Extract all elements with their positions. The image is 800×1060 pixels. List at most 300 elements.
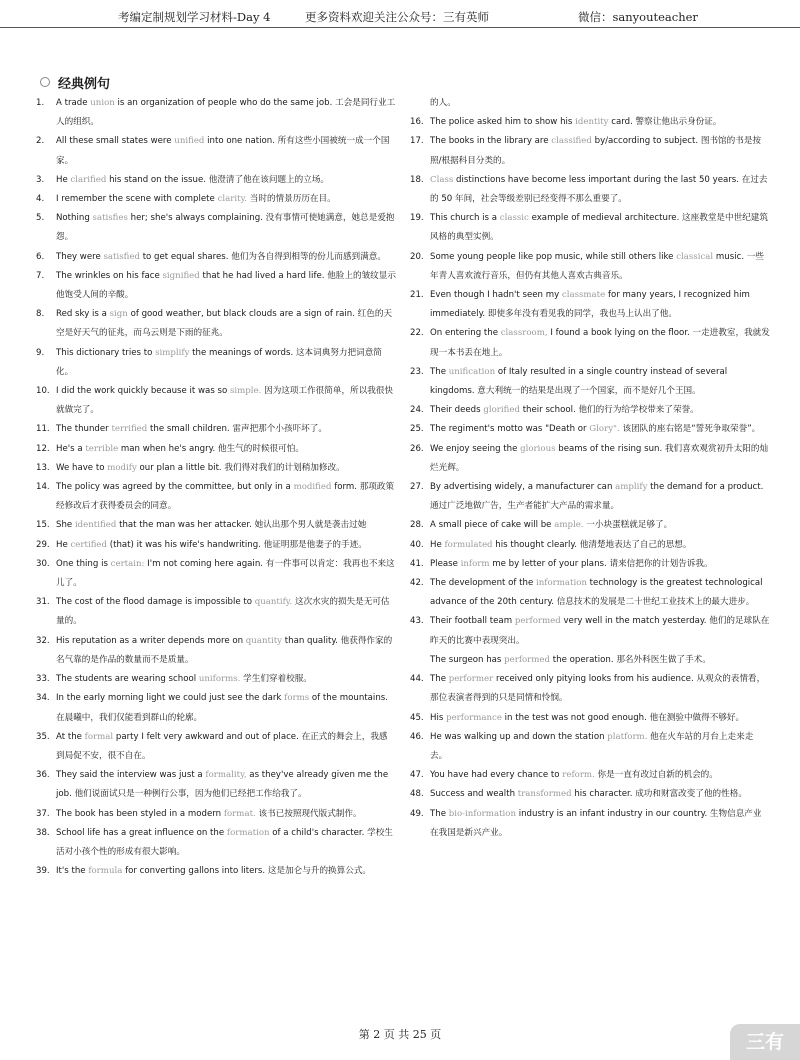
example-number: 49.: [410, 808, 424, 819]
example-number: 6.: [36, 251, 45, 262]
example-keyword: quantity: [245, 635, 283, 646]
example-sentence: [36, 632, 396, 670]
example-text: [430, 286, 770, 324]
example-pre: The: [430, 808, 446, 819]
example-post: of good weather, but black clouds are a sign of rain. 红色的天空是好天气的征兆，而乌云则是下雨的征兆。: [56, 309, 393, 339]
example-sentence: [36, 440, 396, 459]
example-text: [430, 728, 770, 766]
example-sentence: [36, 132, 396, 170]
example-text: [56, 824, 396, 862]
example-text: [56, 209, 396, 247]
example-sentence: [36, 555, 396, 593]
example-keyword: uniforms.: [198, 674, 241, 685]
example-number: 26.: [410, 443, 424, 454]
example-text: [430, 555, 770, 574]
example-sentence: [36, 209, 396, 247]
example-post: I found a book lying on the floor. 一走进教室，我就发现一本书丢在地上。: [430, 328, 770, 358]
example-text: [430, 420, 770, 439]
example-number: 16.: [410, 117, 424, 128]
example-extra-keyword: performed: [504, 654, 551, 665]
example-keyword: certain:: [110, 558, 145, 569]
example-text: [56, 190, 396, 209]
example-text: [56, 555, 396, 593]
example-number: 12.: [36, 443, 50, 454]
example-keyword: classmate: [561, 290, 606, 301]
example-text: [56, 632, 396, 670]
example-text: [430, 536, 770, 555]
example-number: 28.: [410, 520, 424, 531]
example-pre: Their deeds: [430, 405, 481, 416]
example-sentence: [36, 344, 396, 382]
example-pre: We have to: [56, 462, 105, 473]
example-keyword: inform: [460, 558, 490, 569]
example-text: [56, 267, 396, 305]
example-text: [430, 574, 770, 612]
example-sentence: [36, 593, 396, 631]
example-post: 该书已按照现代版式制作。: [258, 808, 362, 819]
example-keyword: information: [536, 578, 587, 589]
example-text: [430, 248, 770, 286]
example-keyword: clarified: [70, 174, 107, 185]
example-post: industry is an infant industry in our country. 生物信息产业在我国是新兴产业。: [430, 808, 762, 838]
example-sentence: [410, 209, 770, 247]
example-pre: The policy was agreed by the committee, but only in a: [56, 482, 291, 493]
example-pre: It's the: [56, 866, 86, 877]
example-pre: By advertising widely, a manufacturer can: [430, 482, 613, 493]
example-sentence: [36, 689, 396, 727]
example-post: the small children. 雷声把那个小孩吓坏了。: [150, 424, 327, 435]
example-post: technology is the greatest technological advance of the 20th century. 信息技术的发展是二十世纪工业技术上的最大进步。: [430, 578, 763, 608]
example-sentence: [36, 670, 396, 689]
example-keyword: formal: [84, 731, 114, 742]
example-post: me by letter of your plans. 请来信把你的计划告诉我。: [492, 558, 713, 569]
example-pre: The police asked him to show his: [430, 117, 573, 128]
example-number: 8.: [36, 309, 45, 320]
example-pre: All these small states were: [56, 136, 172, 147]
example-pre: He: [56, 539, 68, 550]
example-text: [56, 766, 396, 804]
example-sentence: [36, 478, 396, 516]
example-pre: The thunder: [56, 424, 109, 435]
example-text: [430, 709, 770, 728]
example-text: [56, 689, 396, 727]
example-keyword: clarity.: [217, 194, 248, 205]
example-text: [56, 382, 396, 420]
example-number: 41.: [410, 558, 424, 569]
example-number: 14.: [36, 482, 50, 493]
example-number: 18.: [410, 174, 424, 185]
example-sentence: [36, 516, 396, 535]
example-number: 24.: [410, 405, 424, 416]
example-keyword: satisfied: [103, 251, 140, 262]
example-text: [56, 536, 396, 555]
example-post: is an organization of people who do the same job. 工会是同行业工人的组织。: [56, 98, 396, 128]
example-pre: We enjoy seeing the: [430, 443, 518, 454]
example-text: [430, 440, 770, 478]
example-pre: He: [56, 174, 68, 185]
example-number: 5.: [36, 213, 45, 224]
example-pre: The wrinkles on his face: [56, 270, 160, 281]
example-pre: I did the work quickly because it was so: [56, 386, 228, 397]
example-post: in the test was not good enough. 他在测验中做得不够好。: [504, 712, 745, 723]
example-sentence: [36, 805, 396, 824]
example-keyword: ample.: [554, 520, 584, 531]
example-sentence: [36, 862, 396, 881]
example-post: the demand for a product. 通过广泛地做广告，生产者能扩大产品的需求量。: [430, 482, 764, 512]
example-pre: He was walking up and down the station: [430, 731, 605, 742]
example-number: 22.: [410, 328, 424, 339]
example-keyword: amplify: [615, 482, 648, 493]
example-post: for many years, I recognized him immediately. 即使多年没有看见我的同学，我也马上认出了他。: [430, 290, 750, 320]
example-text: [430, 209, 770, 247]
example-pre: A trade: [56, 98, 88, 108]
example-sentence: [36, 766, 396, 804]
section-heading: [40, 73, 110, 92]
example-number: 44.: [410, 674, 424, 685]
example-number: 1.: [36, 98, 45, 108]
example-number: 9.: [36, 347, 45, 358]
example-pre: His: [430, 712, 444, 723]
example-pre: The: [430, 366, 446, 377]
example-sentence: [36, 420, 396, 439]
example-keyword: simplify: [155, 347, 190, 358]
example-pre: One thing is: [56, 558, 108, 569]
example-sentence: [36, 171, 396, 190]
header-wechat: 微信：sanyouteacher: [578, 10, 698, 24]
example-pre: Their football team: [430, 616, 513, 627]
example-number: 48.: [410, 789, 424, 800]
example-keyword: glorious: [520, 443, 556, 454]
example-post: of the mountains. 在晨曦中，我们仅能看到群山的轮廓。: [56, 693, 388, 723]
example-number: 19.: [410, 213, 424, 224]
example-number: 45.: [410, 712, 424, 723]
example-keyword: modified: [293, 482, 332, 493]
example-sentence: [36, 824, 396, 862]
example-keyword: certified: [70, 539, 108, 550]
example-keyword: formula: [88, 866, 123, 877]
example-sentence: [36, 382, 396, 420]
example-pre: She: [56, 520, 73, 531]
example-text: [430, 612, 770, 670]
example-keyword: satisfies: [92, 213, 128, 224]
page-header: [0, 0, 800, 30]
example-sentence: [410, 286, 770, 324]
example-text: [56, 420, 396, 439]
example-number: 15.: [36, 520, 50, 531]
example-keyword: identity: [575, 117, 609, 128]
example-pre: I remember the scene with complete: [56, 194, 215, 205]
example-number: 29.: [36, 539, 50, 550]
header-title: 考编定制规划学习材料-Day 4: [118, 10, 271, 24]
example-sentence: [410, 420, 770, 439]
example-text: [430, 363, 770, 401]
example-keyword: performer: [448, 674, 494, 685]
example-keyword: bio-information: [448, 808, 516, 819]
example-number: 35.: [36, 731, 50, 742]
example-text: [430, 670, 770, 708]
example-keyword: formality,: [205, 770, 247, 781]
header-rule: [0, 27, 800, 28]
example-sentence: [410, 709, 770, 728]
example-sentence: [410, 324, 770, 362]
example-pre: This church is a: [430, 213, 498, 224]
example-extra-pre: The surgeon has: [430, 654, 502, 665]
example-keyword: forms: [284, 693, 310, 704]
example-number: 47.: [410, 770, 424, 781]
example-number: 13.: [36, 462, 50, 473]
example-number: 31.: [36, 597, 50, 608]
example-sentence: [410, 113, 770, 132]
example-text: [56, 728, 396, 766]
example-number: 37.: [36, 808, 50, 819]
example-text: [56, 132, 396, 170]
example-keyword: performance: [446, 712, 502, 723]
example-pre: The book has been styled in a modern: [56, 808, 222, 819]
example-keyword: modify: [107, 462, 137, 473]
example-keyword: classified: [551, 136, 592, 147]
example-post: into one nation. 所有这些小国被统一成一个国家。: [56, 136, 390, 166]
example-text: [56, 344, 396, 382]
example-post: that he had lived a hard life. 他脸上的皱纹显示他饱受人间的辛酸。: [56, 270, 396, 301]
example-sentence: [36, 248, 396, 267]
example-text: [430, 132, 770, 170]
example-keyword: classroom,: [500, 328, 548, 339]
example-text: [430, 478, 770, 516]
example-sentence: [36, 267, 396, 305]
example-keyword: platform.: [607, 731, 648, 742]
example-sentence: [410, 612, 770, 670]
example-pre: At the: [56, 731, 82, 742]
example-keyword: formation: [226, 827, 270, 838]
example-keyword: Glory".: [589, 424, 620, 435]
example-keyword: glorified: [483, 405, 520, 416]
example-number: 43.: [410, 616, 424, 627]
example-sentence: [410, 401, 770, 420]
example-sentence: [410, 785, 770, 804]
example-keyword: sign: [109, 309, 128, 320]
example-number: 4.: [36, 194, 45, 205]
example-sentence: [410, 363, 770, 401]
example-pre: Red sky is a: [56, 309, 107, 320]
example-text: [56, 459, 396, 478]
example-post: form. 那项政策经修改后才获得委员会的同意。: [56, 482, 395, 512]
left-column: [36, 94, 396, 881]
example-sentence: [410, 516, 770, 535]
example-post: 该团队的座右铭是“誓死争取荣誉”。: [622, 424, 761, 435]
example-post: his character. 成功和财富改变了他的性格。: [574, 789, 747, 800]
example-pre: The development of the: [430, 578, 534, 589]
example-post: his stand on the issue. 他澄清了他在该问题上的立场。: [109, 174, 330, 185]
example-number: 20.: [410, 251, 424, 262]
example-number: 40.: [410, 539, 424, 550]
example-text: [430, 516, 770, 535]
example-post: 因为这项工作很简单，所以我很快就做完了。: [56, 386, 394, 416]
example-text: [56, 248, 396, 267]
example-number: 42.: [410, 578, 424, 589]
example-sentence: [36, 94, 396, 132]
example-sentence: [410, 132, 770, 170]
example-post: that the man was her attacker. 她认出那个男人就是袭击过她: [119, 520, 367, 531]
example-pre: The regiment's motto was "Death or: [430, 424, 587, 435]
example-number: 32.: [36, 635, 50, 646]
right-column: [410, 94, 770, 843]
example-number: 10.: [36, 386, 50, 397]
example-keyword: quantify.: [254, 597, 293, 608]
example-pre: Even though I hadn't seen my: [430, 290, 560, 301]
example-text: [56, 305, 396, 343]
example-keyword: performed: [514, 616, 561, 627]
continuation-line: 的人。: [430, 98, 456, 108]
example-pre: He's a: [56, 443, 83, 454]
page-footer: 第 2 页 共 25 页: [358, 1028, 442, 1041]
example-pre: A small piece of cake will be: [430, 520, 552, 531]
example-keyword: identified: [74, 520, 117, 531]
example-sentence: [36, 536, 396, 555]
watermark-logo: 三有: [730, 1024, 800, 1060]
example-post: their school. 他们的行为给学校带来了荣誉。: [522, 405, 699, 416]
example-text: [430, 785, 770, 804]
example-number: 36.: [36, 770, 50, 781]
example-number: 34.: [36, 693, 50, 704]
example-post: 你是一直有改过自新的机会的。: [597, 770, 718, 781]
example-keyword: unification: [448, 366, 496, 377]
example-post: 学生们穿着校服。: [243, 674, 312, 685]
example-pre: Nothing: [56, 213, 90, 224]
example-keyword: Class: [430, 174, 454, 185]
example-pre: The: [430, 674, 446, 685]
example-text: [430, 766, 770, 785]
example-text: [56, 670, 396, 689]
example-keyword: classic: [499, 213, 529, 224]
example-pre: Success and wealth: [430, 789, 516, 800]
example-post: received only pitying looks from his audience. 从观众的表情看，那位表演者得到的只是同情和怜悯。: [430, 674, 766, 704]
example-post: our plan a little bit. 我们得对我们的计划稍加修改。: [139, 462, 345, 473]
example-keyword: unified: [174, 136, 205, 147]
example-post: his thought clearly. 他清楚地表达了自己的思想。: [495, 539, 692, 550]
example-pre: Please: [430, 558, 458, 569]
example-number: 27.: [410, 482, 424, 493]
example-text: [56, 94, 396, 132]
example-sentence: [410, 728, 770, 766]
example-text: [430, 171, 770, 209]
example-text: [56, 593, 396, 631]
example-number: 23.: [410, 366, 424, 377]
example-keyword: union: [90, 98, 115, 108]
example-pre: You have had every chance to: [430, 770, 560, 781]
example-pre: School life has a great influence on the: [56, 827, 225, 838]
example-text: [430, 805, 770, 843]
example-text: [56, 171, 396, 190]
example-number: 2.: [36, 136, 45, 147]
example-post: for converting gallons into liters. 这是加仑与升的换算公式。: [125, 866, 372, 877]
example-sentence: [410, 766, 770, 785]
example-keyword: simple.: [230, 386, 262, 397]
example-sentence: [410, 440, 770, 478]
example-keyword: formulated: [444, 539, 493, 550]
section-title-text: 经典例句: [58, 77, 111, 92]
example-pre: The cost of the flood damage is impossible to: [56, 597, 252, 608]
example-post: than quality. 他获得作家的名气靠的是作品的数量而不是质量。: [56, 635, 393, 665]
example-sentence: [410, 574, 770, 612]
example-post: as they've already given me the job. 他们说面试只是一种例行公事，因为他们已经把工作给我了。: [56, 770, 389, 800]
example-text: [56, 516, 396, 535]
example-post: 他在火车站的月台上走来走去。: [430, 731, 754, 761]
example-post: card. 警察让他出示身份证。: [611, 117, 722, 128]
example-number: 30.: [36, 558, 50, 569]
example-sentence: [410, 478, 770, 516]
example-keyword: terrified: [111, 424, 148, 435]
example-sentence: [410, 171, 770, 209]
example-pre: On entering the: [430, 328, 498, 339]
example-number: 11.: [36, 424, 50, 435]
example-number: 38.: [36, 827, 50, 838]
example-post: beams of the rising sun. 我们喜欢观赏初升太阳的灿烂光辉。: [430, 443, 769, 473]
example-text: [430, 324, 770, 362]
example-post: music. 一些年青人喜欢流行音乐，但仍有其他人喜欢古典音乐。: [430, 251, 764, 281]
example-pre: In the early morning light we could just see the dark: [56, 693, 282, 704]
example-number: 21.: [410, 290, 424, 301]
example-text: [56, 862, 396, 881]
example-post: the meanings of words. 这本词典努力把词意简化。: [56, 347, 382, 377]
example-post: of Italy resulted in a single country instead of several kingdoms. 意大利统一的结果是出现了一个国家，而不是好几个王国。: [430, 366, 728, 397]
example-number: 3.: [36, 174, 45, 185]
example-pre: They were: [56, 251, 101, 262]
example-pre: This dictionary tries to: [56, 347, 153, 358]
example-keyword: classical: [676, 251, 714, 262]
example-text: [56, 805, 396, 824]
example-pre: The students are wearing school: [56, 674, 197, 685]
example-post: by/according to subject. 图书馆的书是按照/根据科目分类的。: [430, 136, 762, 166]
example-pre: The books in the library are: [430, 136, 549, 147]
example-post: example of medieval architecture. 这座教堂是中世纪建筑风格的典型实例。: [430, 213, 768, 243]
example-pre: Some young people like pop music, while still others like: [430, 251, 674, 262]
example-post: her; she's always complaining. 没有事情可使她满意，她总是爱抱怨。: [56, 213, 395, 243]
example-sentence: [410, 805, 770, 843]
example-sentence: [410, 536, 770, 555]
example-pre: He: [430, 539, 442, 550]
example-keyword: reform.: [562, 770, 595, 781]
example-number: 33.: [36, 674, 50, 685]
example-sentence: [36, 190, 396, 209]
example-keyword: signified: [162, 270, 200, 281]
example-post: party I felt very awkward and out of place. 在正式的舞会上，我感到局促不安，很不自在。: [56, 731, 388, 761]
example-pre: His reputation as a writer depends more on: [56, 635, 244, 646]
example-text: [430, 401, 770, 420]
example-pre: They said the interview was just a: [56, 770, 203, 781]
example-sentence: [36, 305, 396, 343]
example-extra-post: the operation. 那名外科医生做了手术。: [552, 654, 711, 665]
example-number: 39.: [36, 866, 50, 877]
example-post: 当时的情景历历在目。: [249, 194, 336, 205]
example-number: 7.: [36, 270, 45, 281]
example-sentence: [410, 555, 770, 574]
example-extra: [430, 651, 770, 670]
example-post: of a child's character. 学校生活对小孩个性的形成有很大影响。: [56, 827, 393, 857]
example-text: [56, 478, 396, 516]
example-post: distinctions have become less important during the last 50 years. 在过去的 50 年间，社会等级差别已经变得不那么重要了。: [430, 174, 768, 205]
example-number: 17.: [410, 136, 424, 147]
example-keyword: transformed: [517, 789, 572, 800]
example-text: [56, 440, 396, 459]
example-post: (that) it was his wife's handwriting. 他证明那是他妻子的手迹。: [109, 539, 367, 550]
header-promo: 更多资料欢迎关注公众号：三有英师: [305, 10, 489, 24]
example-post: 一小块蛋糕就足够了。: [586, 520, 673, 531]
example-sentence: [410, 248, 770, 286]
example-post: 这次水灾的损失是无可估量的。: [56, 597, 390, 627]
example-sentence: [36, 728, 396, 766]
example-post: very well in the match yesterday. 他们的足球队在昨天的比赛中表现突出。: [430, 616, 770, 646]
example-number: 46.: [410, 731, 424, 742]
